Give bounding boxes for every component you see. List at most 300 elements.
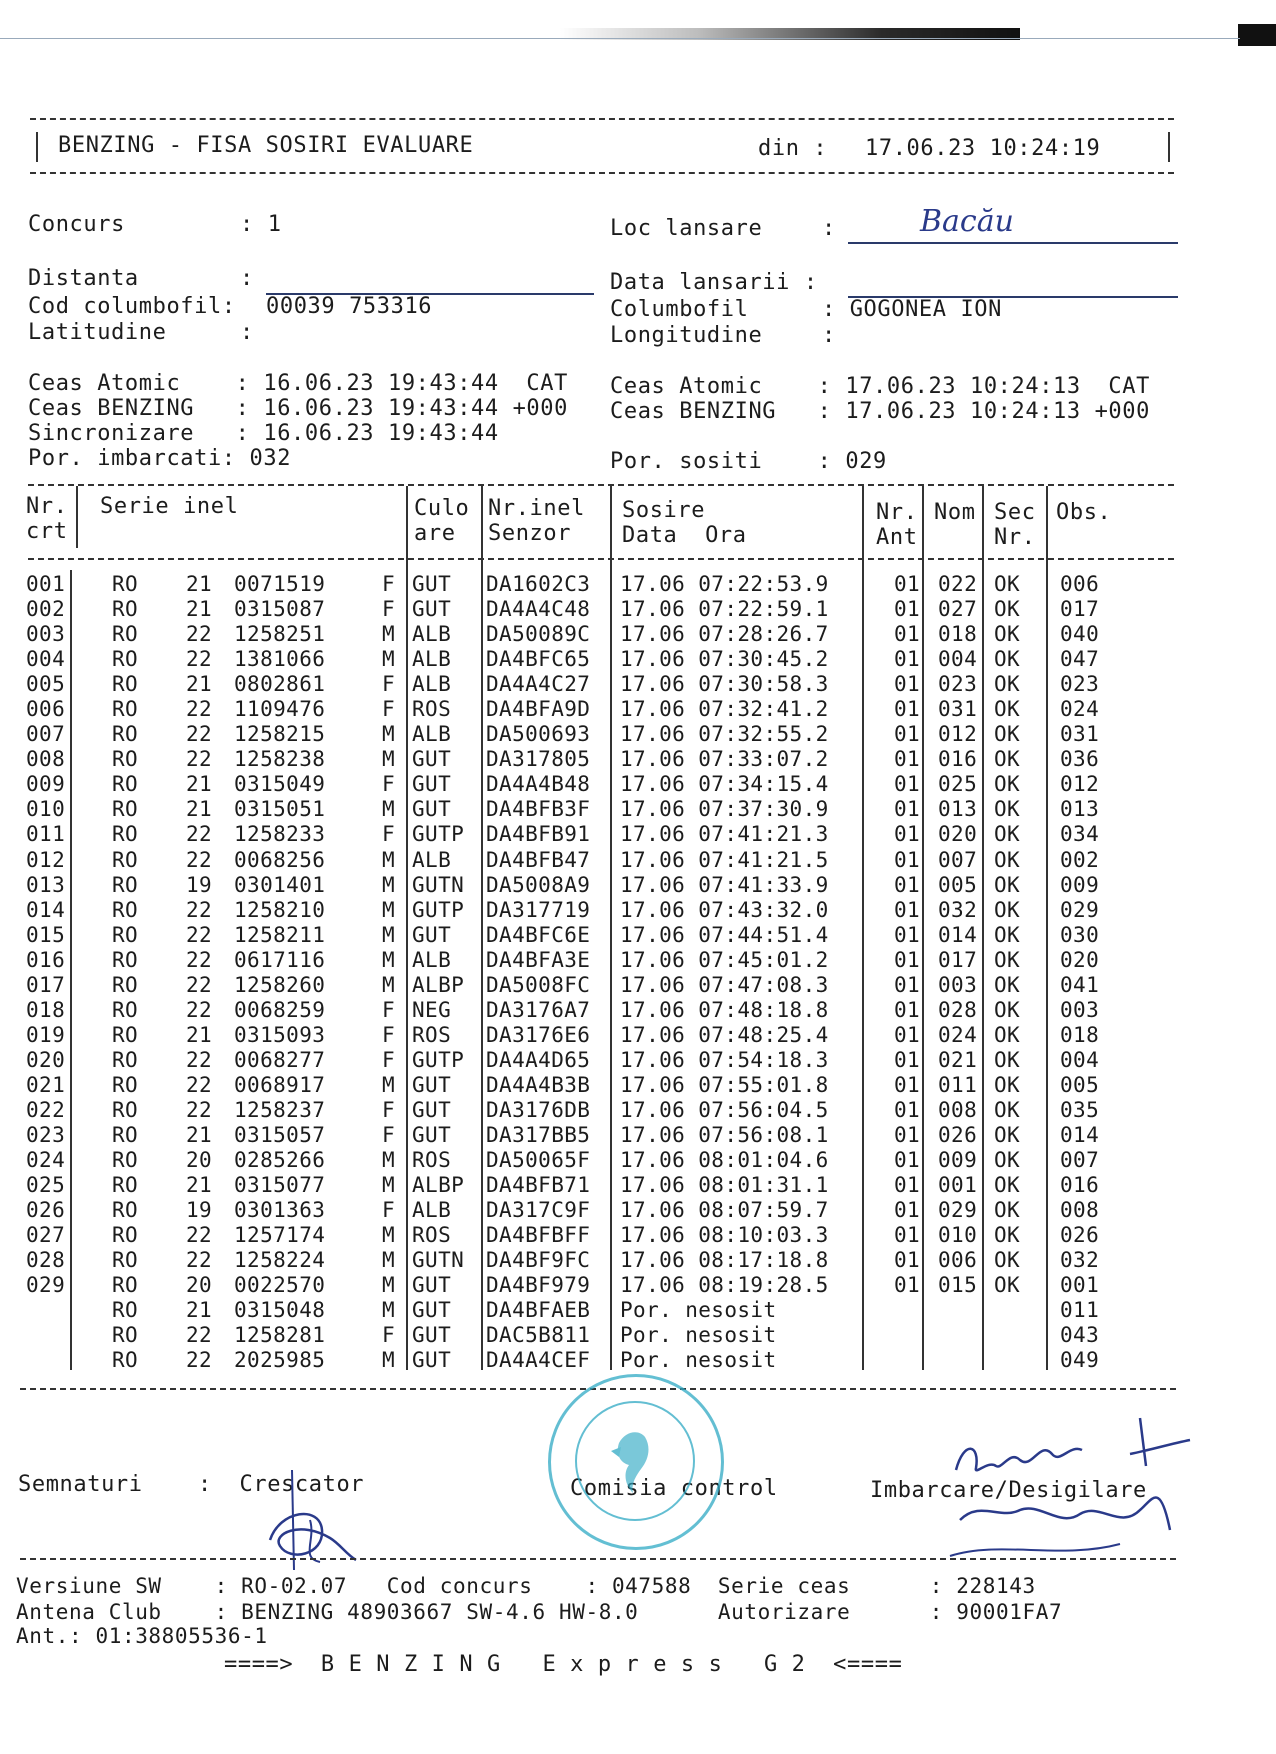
cell-sex: F — [382, 1022, 396, 1047]
cell-color: GUT — [412, 597, 452, 622]
cell-ring-number: 0068277 — [234, 1047, 326, 1072]
cell-ring-number: 0315057 — [234, 1123, 326, 1148]
th-sosire-2: Data Ora — [622, 523, 747, 548]
cell-year: 19 — [186, 872, 213, 897]
cell-color: GUT — [412, 1348, 452, 1373]
cell-sensor: DA4BF9FC — [486, 1248, 591, 1273]
footer-line-2: Antena Club : BENZING 48903667 SW-4.6 HW-8.0 Autorizare : 90001FA7 — [16, 1600, 1063, 1624]
cell-nom: 011 — [938, 1072, 978, 1097]
cell-year: 22 — [186, 972, 213, 997]
cell-sex: F — [382, 772, 396, 797]
cell-year: 22 — [186, 1348, 213, 1373]
cell-nom: 023 — [938, 672, 978, 697]
cell-ring-number: 0068256 — [234, 847, 326, 872]
cell-sensor: DA1602C3 — [486, 572, 591, 596]
cell-color: GUT — [412, 572, 452, 596]
footer-line-3: Ant.: 01:38805536-1 — [16, 1624, 268, 1648]
cell-arrival: 17.06 07:22:53.9 — [620, 572, 829, 596]
cell-obs: 029 — [1060, 897, 1100, 922]
cell-arrival: 17.06 08:19:28.5 — [620, 1273, 829, 1298]
cell-sec: OK — [994, 697, 1021, 722]
cell-year: 21 — [186, 1022, 213, 1047]
col-divider-nom — [982, 486, 984, 1370]
cell-year: 22 — [186, 997, 213, 1022]
cell-sex: M — [382, 897, 396, 922]
cell-year: 22 — [186, 1097, 213, 1122]
cell-nom: 008 — [938, 1097, 978, 1122]
cell-nom: 012 — [938, 722, 978, 747]
cell-arrival: 17.06 08:01:31.1 — [620, 1173, 829, 1198]
cell-year: 21 — [186, 797, 213, 822]
cell-ring-number: 1258224 — [234, 1248, 326, 1273]
cell-nr-crt: 002 — [26, 597, 66, 622]
concurs-label: Concurs — [28, 212, 125, 237]
ceas-benzing-end: Ceas BENZING : 17.06.23 10:24:13 +000 — [610, 399, 1150, 424]
header-right-border — [1168, 132, 1170, 162]
cell-arrival: 17.06 07:32:41.2 — [620, 697, 829, 722]
cell-year: 21 — [186, 1123, 213, 1148]
cell-obs: 043 — [1060, 1323, 1100, 1348]
cell-sex: M — [382, 722, 396, 747]
cell-sec: OK — [994, 1223, 1021, 1248]
cell-sex: M — [382, 797, 396, 822]
cell-arrival: 17.06 07:56:04.5 — [620, 1097, 829, 1122]
cell-nr-crt: 007 — [26, 722, 66, 747]
cell-sec: OK — [994, 597, 1021, 622]
cell-ant: 01 — [894, 1097, 921, 1122]
cell-ant: 01 — [894, 622, 921, 647]
cell-color: ALB — [412, 622, 452, 647]
cell-country: RO — [112, 572, 139, 596]
table-header-border — [28, 558, 1174, 560]
cell-nom: 024 — [938, 1022, 978, 1047]
cell-arrival: Por. nesosit — [620, 1298, 777, 1323]
cell-obs: 030 — [1060, 922, 1100, 947]
cell-sex: M — [382, 972, 396, 997]
cell-ant: 01 — [894, 1022, 921, 1047]
cell-country: RO — [112, 972, 139, 997]
cell-ring-number: 1258215 — [234, 722, 326, 747]
th-obs: Obs. — [1056, 500, 1112, 525]
cell-arrival: 17.06 07:32:55.2 — [620, 722, 829, 747]
col-divider-crt — [70, 570, 72, 1370]
distanta-sep: : — [240, 266, 254, 291]
cell-ant: 01 — [894, 1148, 921, 1173]
cell-obs: 018 — [1060, 1022, 1100, 1047]
cell-obs: 023 — [1060, 672, 1100, 697]
cell-nr-crt: 025 — [26, 1173, 66, 1198]
cell-obs: 014 — [1060, 1123, 1100, 1148]
cell-year: 22 — [186, 1223, 213, 1248]
cell-color: ROS — [412, 1148, 452, 1173]
cell-country: RO — [112, 747, 139, 772]
cell-obs: 006 — [1060, 572, 1100, 596]
cell-year: 22 — [186, 847, 213, 872]
cell-year: 22 — [186, 922, 213, 947]
loc-lansare-sep: : — [822, 216, 836, 241]
cell-nom: 004 — [938, 647, 978, 672]
cell-year: 22 — [186, 1072, 213, 1097]
cell-sec: OK — [994, 622, 1021, 647]
cell-color: GUT — [412, 1123, 452, 1148]
cell-color: ROS — [412, 1223, 452, 1248]
cell-ring-number: 0022570 — [234, 1273, 326, 1298]
cell-nom: 026 — [938, 1123, 978, 1148]
cell-ring-number: 1109476 — [234, 697, 326, 722]
cell-country: RO — [112, 1097, 139, 1122]
footer-separator — [20, 1558, 1176, 1560]
cell-ant: 01 — [894, 847, 921, 872]
cell-country: RO — [112, 922, 139, 947]
cell-year: 22 — [186, 822, 213, 847]
cell-obs: 009 — [1060, 872, 1100, 897]
cell-year: 22 — [186, 947, 213, 972]
cell-sensor: DA4BFB91 — [486, 822, 591, 847]
cell-sensor: DA317719 — [486, 897, 591, 922]
cell-sec: OK — [994, 822, 1021, 847]
loc-lansare-line — [848, 242, 1178, 244]
cell-obs: 041 — [1060, 972, 1100, 997]
cell-country: RO — [112, 697, 139, 722]
cell-obs: 047 — [1060, 647, 1100, 672]
cell-nom: 031 — [938, 697, 978, 722]
cell-ant: 01 — [894, 822, 921, 847]
cell-sec: OK — [994, 722, 1021, 747]
cell-obs: 035 — [1060, 1097, 1100, 1122]
cell-sensor: DA4A4D65 — [486, 1047, 591, 1072]
cell-year: 21 — [186, 1298, 213, 1323]
cell-nr-crt: 006 — [26, 697, 66, 722]
cell-sex: F — [382, 822, 396, 847]
cell-sex: F — [382, 572, 396, 596]
cell-ant: 01 — [894, 922, 921, 947]
cell-sec: OK — [994, 797, 1021, 822]
cell-obs: 036 — [1060, 747, 1100, 772]
cell-ant: 01 — [894, 647, 921, 672]
cell-nom: 021 — [938, 1047, 978, 1072]
cell-color: ALB — [412, 1198, 452, 1223]
cell-sec: OK — [994, 972, 1021, 997]
cell-country: RO — [112, 1323, 139, 1348]
cell-arrival: 17.06 07:34:15.4 — [620, 772, 829, 797]
cod-columbofil-value: 00039 753316 — [266, 294, 433, 319]
cell-nom: 006 — [938, 1248, 978, 1273]
cell-color: ALB — [412, 947, 452, 972]
cell-country: RO — [112, 797, 139, 822]
cell-sec: OK — [994, 572, 1021, 596]
cell-country: RO — [112, 1173, 139, 1198]
cell-ant: 01 — [894, 1248, 921, 1273]
cell-year: 22 — [186, 1047, 213, 1072]
cell-sex: M — [382, 647, 396, 672]
cell-nr-crt: 026 — [26, 1198, 66, 1223]
cell-country: RO — [112, 1123, 139, 1148]
cell-sex: M — [382, 922, 396, 947]
cell-color: ALB — [412, 722, 452, 747]
th-culoare-1: Culo — [414, 496, 470, 521]
cell-ring-number: 1258233 — [234, 822, 326, 847]
cell-sec: OK — [994, 897, 1021, 922]
th-nr-ant-2: Ant — [876, 525, 918, 550]
cell-nr-crt: 012 — [26, 847, 66, 872]
cell-nr-crt: 021 — [26, 1072, 66, 1097]
cell-year: 22 — [186, 1323, 213, 1348]
th-nr-ant-1: Nr. — [876, 500, 918, 525]
cell-obs: 007 — [1060, 1148, 1100, 1173]
cell-sex: F — [382, 1198, 396, 1223]
cell-ring-number: 0068917 — [234, 1072, 326, 1097]
cell-country: RO — [112, 1148, 139, 1173]
cell-color: ALBP — [412, 972, 465, 997]
cell-obs: 049 — [1060, 1348, 1100, 1373]
cell-arrival: 17.06 07:47:08.3 — [620, 972, 829, 997]
cell-ant: 01 — [894, 872, 921, 897]
cell-ring-number: 0285266 — [234, 1148, 326, 1173]
cell-year: 21 — [186, 772, 213, 797]
loc-lansare-value: Bacău — [920, 204, 1014, 239]
cell-nom: 003 — [938, 972, 978, 997]
longitudine-label: Longitudine — [610, 323, 763, 348]
cell-nr-crt: 017 — [26, 972, 66, 997]
cell-ant: 01 — [894, 1123, 921, 1148]
cell-sensor: DA4A4C48 — [486, 597, 591, 622]
cell-year: 21 — [186, 672, 213, 697]
cell-sex: M — [382, 1072, 396, 1097]
cell-country: RO — [112, 1348, 139, 1373]
cell-ring-number: 1258260 — [234, 972, 326, 997]
latitudine-label: Latitudine — [28, 320, 167, 345]
sincronizare: Sincronizare : 16.06.23 19:43:44 — [28, 421, 499, 446]
cell-arrival: 17.06 07:43:32.0 — [620, 897, 829, 922]
cell-nr-crt: 028 — [26, 1248, 66, 1273]
cell-nom: 027 — [938, 597, 978, 622]
cell-nom: 007 — [938, 847, 978, 872]
header-bottom-border — [30, 172, 1174, 174]
cell-color: GUTP — [412, 897, 465, 922]
comisia-label: Comisia control — [570, 1476, 778, 1501]
th-nr-inel-1: Nr.inel — [488, 496, 585, 521]
cell-sex: F — [382, 1047, 396, 1072]
loc-lansare-label: Loc lansare — [610, 216, 763, 241]
cell-ring-number: 1258238 — [234, 747, 326, 772]
imbarcare-signatures — [940, 1410, 1240, 1570]
cell-obs: 011 — [1060, 1298, 1100, 1323]
cell-nr-crt: 011 — [26, 822, 66, 847]
cell-color: ROS — [412, 697, 452, 722]
cell-ant: 01 — [894, 1047, 921, 1072]
cell-sex: M — [382, 1173, 396, 1198]
cell-nom: 016 — [938, 747, 978, 772]
cell-sensor: DA317BB5 — [486, 1123, 591, 1148]
cell-ring-number: 0068259 — [234, 997, 326, 1022]
cell-sensor: DA317805 — [486, 747, 591, 772]
scan-corner-mark — [1238, 24, 1276, 46]
cell-sex: M — [382, 622, 396, 647]
cell-sec: OK — [994, 772, 1021, 797]
ceas-atomic-start: Ceas Atomic : 16.06.23 19:43:44 CAT — [28, 371, 568, 396]
cell-country: RO — [112, 672, 139, 697]
cell-sec: OK — [994, 997, 1021, 1022]
cell-ant: 01 — [894, 972, 921, 997]
scan-top-line — [0, 38, 1240, 39]
cell-color: GUT — [412, 1273, 452, 1298]
cell-ring-number: 1258211 — [234, 922, 326, 947]
cell-sex: F — [382, 672, 396, 697]
cell-color: ROS — [412, 1022, 452, 1047]
cell-sensor: DA4BFA3E — [486, 947, 591, 972]
cell-country: RO — [112, 1072, 139, 1097]
cell-arrival: 17.06 07:30:58.3 — [620, 672, 829, 697]
cell-arrival: 17.06 07:41:21.5 — [620, 847, 829, 872]
cell-sex: F — [382, 1123, 396, 1148]
cell-nr-crt: 010 — [26, 797, 66, 822]
cell-sec: OK — [994, 1248, 1021, 1273]
cell-country: RO — [112, 997, 139, 1022]
cell-sec: OK — [994, 1123, 1021, 1148]
cell-nom: 001 — [938, 1173, 978, 1198]
cell-obs: 003 — [1060, 997, 1100, 1022]
cell-arrival: 17.06 08:01:04.6 — [620, 1148, 829, 1173]
cell-color: GUT — [412, 747, 452, 772]
cell-country: RO — [112, 1047, 139, 1072]
header-top-border — [30, 118, 1174, 120]
cell-nom: 009 — [938, 1148, 978, 1173]
table-top-border — [28, 484, 1174, 486]
cell-sensor: DA4BFB3F — [486, 797, 591, 822]
cell-sec: OK — [994, 847, 1021, 872]
cell-nom: 015 — [938, 1273, 978, 1298]
cell-nr-crt: 013 — [26, 872, 66, 897]
cell-sensor: DA4A4B3B — [486, 1072, 591, 1097]
cell-ring-number: 1258210 — [234, 897, 326, 922]
latitudine-sep: : — [240, 320, 254, 345]
distanta-label: Distanta — [28, 266, 139, 291]
cell-year: 22 — [186, 722, 213, 747]
cell-color: ALBP — [412, 1173, 465, 1198]
cell-obs: 004 — [1060, 1047, 1100, 1072]
cell-arrival: Por. nesosit — [620, 1323, 777, 1348]
th-serie-inel: Serie inel — [100, 494, 239, 519]
cell-ring-number: 0301401 — [234, 872, 326, 897]
cell-obs: 040 — [1060, 622, 1100, 647]
cell-arrival: 17.06 07:28:26.7 — [620, 622, 829, 647]
cell-ring-number: 0315093 — [234, 1022, 326, 1047]
cell-sex: M — [382, 1148, 396, 1173]
cell-sec: OK — [994, 672, 1021, 697]
cell-ring-number: 1257174 — [234, 1223, 326, 1248]
cell-ring-number: 0617116 — [234, 947, 326, 972]
cell-sex: F — [382, 697, 396, 722]
th-sec-2: Nr. — [994, 525, 1036, 550]
cell-nr-crt: 009 — [26, 772, 66, 797]
col-divider-ant — [922, 486, 924, 1370]
footer-banner: ====> B E N Z I N G E x p r e s s G 2 <==== — [224, 1652, 903, 1677]
cell-country: RO — [112, 947, 139, 972]
cell-obs: 020 — [1060, 947, 1100, 972]
cell-sec: OK — [994, 647, 1021, 672]
cell-country: RO — [112, 847, 139, 872]
cell-ant: 01 — [894, 1173, 921, 1198]
cell-ant: 01 — [894, 697, 921, 722]
cell-obs: 026 — [1060, 1223, 1100, 1248]
cell-sensor: DA3176A7 — [486, 997, 591, 1022]
cell-ant: 01 — [894, 772, 921, 797]
cell-arrival: 17.06 07:44:51.4 — [620, 922, 829, 947]
cell-country: RO — [112, 1198, 139, 1223]
cell-color: GUT — [412, 797, 452, 822]
cell-sensor: DA5008FC — [486, 972, 591, 997]
cell-arrival: 17.06 07:41:33.9 — [620, 872, 829, 897]
cell-sex: F — [382, 1323, 396, 1348]
cell-ring-number: 0315049 — [234, 772, 326, 797]
cell-country: RO — [112, 1223, 139, 1248]
cell-sec: OK — [994, 1022, 1021, 1047]
cell-ring-number: 0315087 — [234, 597, 326, 622]
cell-country: RO — [112, 1298, 139, 1323]
cell-sec: OK — [994, 1148, 1021, 1173]
cell-country: RO — [112, 1248, 139, 1273]
cell-arrival: 17.06 07:45:01.2 — [620, 947, 829, 972]
cell-sec: OK — [994, 922, 1021, 947]
cell-country: RO — [112, 1022, 139, 1047]
cell-ant: 01 — [894, 947, 921, 972]
cell-obs: 016 — [1060, 1173, 1100, 1198]
cell-nr-crt: 024 — [26, 1148, 66, 1173]
cell-year: 22 — [186, 647, 213, 672]
cell-arrival: 17.06 07:37:30.9 — [620, 797, 829, 822]
cell-sensor: DA4BFB47 — [486, 847, 591, 872]
cell-ring-number: 0301363 — [234, 1198, 326, 1223]
cell-nom: 028 — [938, 997, 978, 1022]
longitudine-sep: : — [822, 323, 836, 348]
cell-arrival: 17.06 07:48:18.8 — [620, 997, 829, 1022]
cell-color: NEG — [412, 997, 452, 1022]
cell-country: RO — [112, 647, 139, 672]
cell-sensor: DA4A4B48 — [486, 772, 591, 797]
cell-sex: M — [382, 1348, 396, 1373]
cell-obs: 032 — [1060, 1248, 1100, 1273]
cell-nr-crt: 001 — [26, 572, 66, 596]
cell-year: 22 — [186, 897, 213, 922]
cell-obs: 024 — [1060, 697, 1100, 722]
col-divider-senzor — [610, 486, 612, 1370]
cell-ring-number: 0802861 — [234, 672, 326, 697]
cell-sec: OK — [994, 1047, 1021, 1072]
cell-year: 22 — [186, 747, 213, 772]
cell-arrival: 17.06 07:33:07.2 — [620, 747, 829, 772]
cell-sec: OK — [994, 747, 1021, 772]
cell-sex: M — [382, 1298, 396, 1323]
cell-arrival: 17.06 07:48:25.4 — [620, 1022, 829, 1047]
cell-arrival: 17.06 07:22:59.1 — [620, 597, 829, 622]
cell-sensor: DAC5B811 — [486, 1323, 591, 1348]
cell-sex: M — [382, 847, 396, 872]
cell-nr-crt: 022 — [26, 1097, 66, 1122]
cell-sec: OK — [994, 1072, 1021, 1097]
cell-nr-crt: 004 — [26, 647, 66, 672]
cell-sensor: DA50065F — [486, 1148, 591, 1173]
cell-nr-crt: 014 — [26, 897, 66, 922]
cell-ant: 01 — [894, 1223, 921, 1248]
club-stamp — [548, 1374, 724, 1550]
cell-sensor: DA500693 — [486, 722, 591, 747]
cell-nom: 013 — [938, 797, 978, 822]
cell-ring-number: 0071519 — [234, 572, 326, 596]
cell-ant: 01 — [894, 572, 921, 596]
cell-ant: 01 — [894, 672, 921, 697]
cell-color: GUT — [412, 1298, 452, 1323]
col-divider-crt-head — [76, 486, 78, 548]
